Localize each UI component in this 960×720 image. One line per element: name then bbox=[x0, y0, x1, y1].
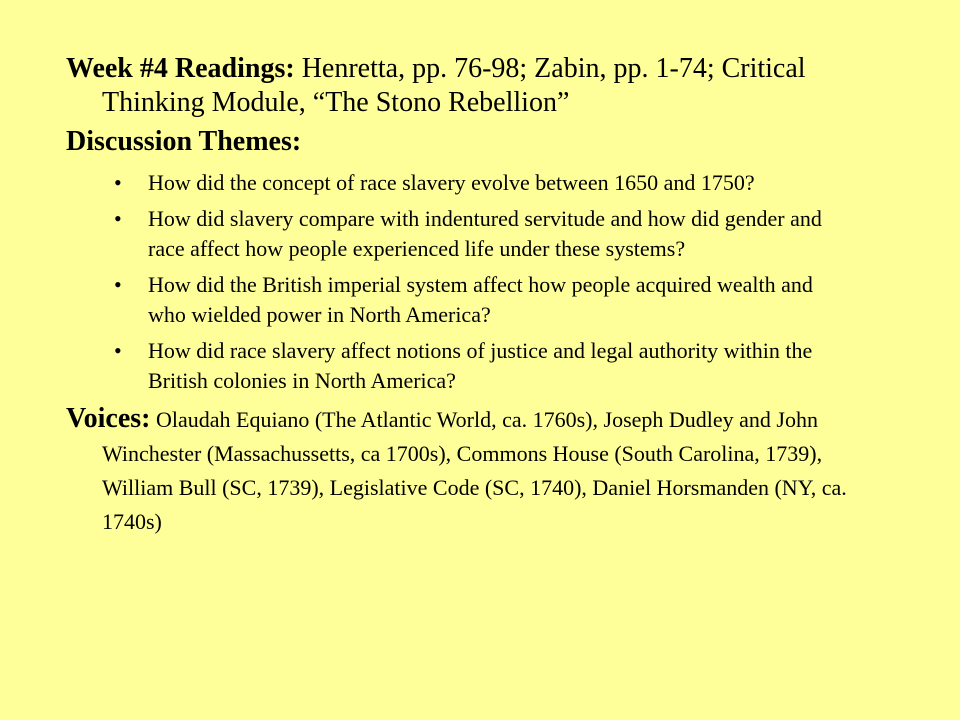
themes-heading: Discussion Themes: bbox=[66, 126, 302, 157]
readings-text: Henretta, pp. 76-98; Zabin, pp. 1-74; Critical Thinking Module, “The Stono Rebellion” bbox=[102, 53, 806, 118]
readings-paragraph bbox=[66, 52, 856, 120]
voices-text: Olaudah Equiano (The Atlantic World, ca. 1760s), Joseph Dudley and John Winchester (Massachussetts, ca 1700s), Commons House (South Carolina, 1739), William Bull (SC, 1739), Legislative Code (SC, 1740), Daniel Horsmanden (NY, ca. 1740s) bbox=[102, 407, 847, 534]
readings-label: Week #4 Readings: bbox=[66, 53, 295, 84]
theme-item bbox=[114, 204, 856, 264]
theme-text: How did the British imperial system affect how people acquired wealth and who wielded power in North America? bbox=[148, 272, 813, 327]
theme-item bbox=[114, 168, 856, 198]
bullet-icon: • bbox=[114, 338, 122, 363]
voices-label: Voices: bbox=[66, 403, 151, 434]
theme-text: How did slavery compare with indentured servitude and how did gender and race affect how people experienced life under these systems? bbox=[148, 206, 822, 261]
theme-text: How did race slavery affect notions of justice and legal authority within the British colonies in North America? bbox=[148, 338, 813, 393]
theme-item bbox=[114, 270, 856, 330]
bullet-icon: • bbox=[114, 206, 122, 231]
bullet-icon: • bbox=[114, 170, 122, 195]
theme-item bbox=[114, 336, 856, 396]
theme-text: How did the concept of race slavery evolve between 1650 and 1750? bbox=[148, 170, 755, 195]
bullet-icon: • bbox=[114, 272, 122, 297]
voices-paragraph bbox=[66, 402, 856, 538]
slide-content bbox=[66, 52, 856, 538]
themes-list bbox=[66, 168, 856, 396]
